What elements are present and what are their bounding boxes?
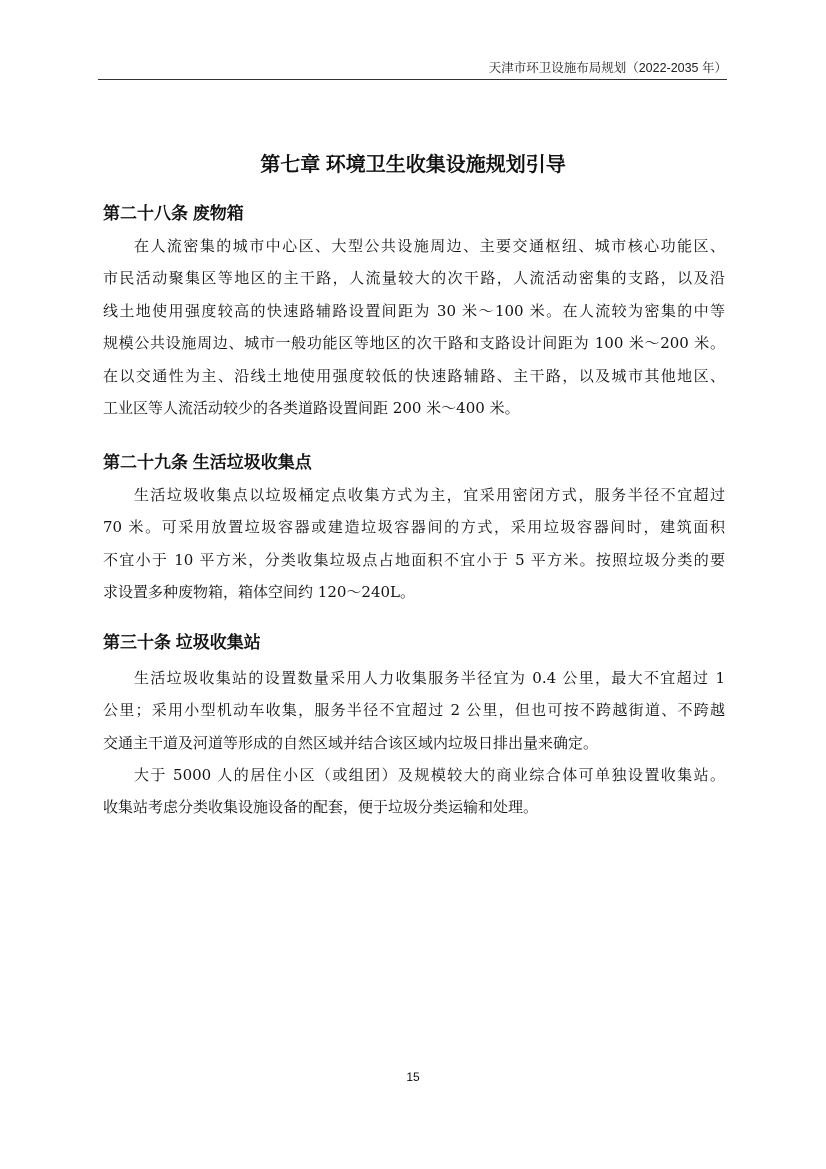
text-line: 市民活动聚集区等地区的主干路，人流量较大的次干路，人流活动密集的支路，以及沿: [103, 269, 725, 288]
text-line: 交通主干道及河道等形成的自然区域并结合该区域内垃圾日排出量来确定。: [103, 733, 599, 752]
paragraph: [103, 759, 725, 824]
text-line: 不宜小于 10 平方米，分类收集垃圾点占地面积不宜小于 5 平方米。按照垃圾分类的要: [103, 550, 725, 569]
section-heading: 第三十条 垃圾收集站: [103, 633, 261, 652]
paragraph: [103, 479, 725, 609]
page-number: 15: [406, 1070, 420, 1084]
section-heading: 第二十八条 废物箱: [103, 204, 244, 223]
text-line: 工业区等人流活动较少的各类道路设置间距 200 米～400 米。: [103, 398, 520, 417]
text-line: 公里；采用小型机动车收集，服务半径不宜超过 2 公里，但也可按不跨越街道、不跨越: [103, 701, 725, 720]
text-line: 生活垃圾收集点以垃圾桶定点收集方式为主，宜采用密闭方式，服务半径不宜超过: [134, 486, 725, 504]
running-header: 天津市环卫设施布局规划（2022-2035 年）: [488, 61, 727, 75]
text-line: 70 米。可采用放置垃圾容器或建造垃圾容器间的方式，采用垃圾容器间时，建筑面积: [103, 518, 725, 537]
chapter-title: 第七章 环境卫生收集设施规划引导: [260, 154, 566, 176]
text-line: 大于 5000 人的居住小区（或组团）及规模较大的商业综合体可单独设置收集站。: [134, 766, 725, 784]
header-rule: [98, 79, 727, 80]
text-line: 线土地使用强度较高的快速路辅路设置间距为 30 米～100 米。在人流较为密集的中等: [103, 301, 725, 320]
text-line: 求设置多种废物箱，箱体空间约 120～240L。: [103, 583, 415, 602]
text-line: 在以交通性为主、沿线土地使用强度较低的快速路辅路、主干路，以及城市其他地区、: [103, 366, 725, 385]
paragraph: [103, 230, 725, 424]
text-line: 在人流密集的城市中心区、大型公共设施周边、主要交通枢纽、城市核心功能区、: [134, 237, 725, 255]
section-heading: 第二十九条 生活垃圾收集点: [103, 453, 312, 472]
text-line: 规模公共设施周边、城市一般功能区等地区的次干路和支路设计间距为 100 米～200 米。: [103, 334, 725, 353]
paragraph: [103, 662, 725, 759]
text-line: 收集站考虑分类收集设施设备的配套，便于垃圾分类运输和处理。: [103, 798, 539, 817]
text-line: 生活垃圾收集站的设置数量采用人力收集服务半径宜为 0.4 公里，最大不宜超过 1: [134, 669, 725, 687]
